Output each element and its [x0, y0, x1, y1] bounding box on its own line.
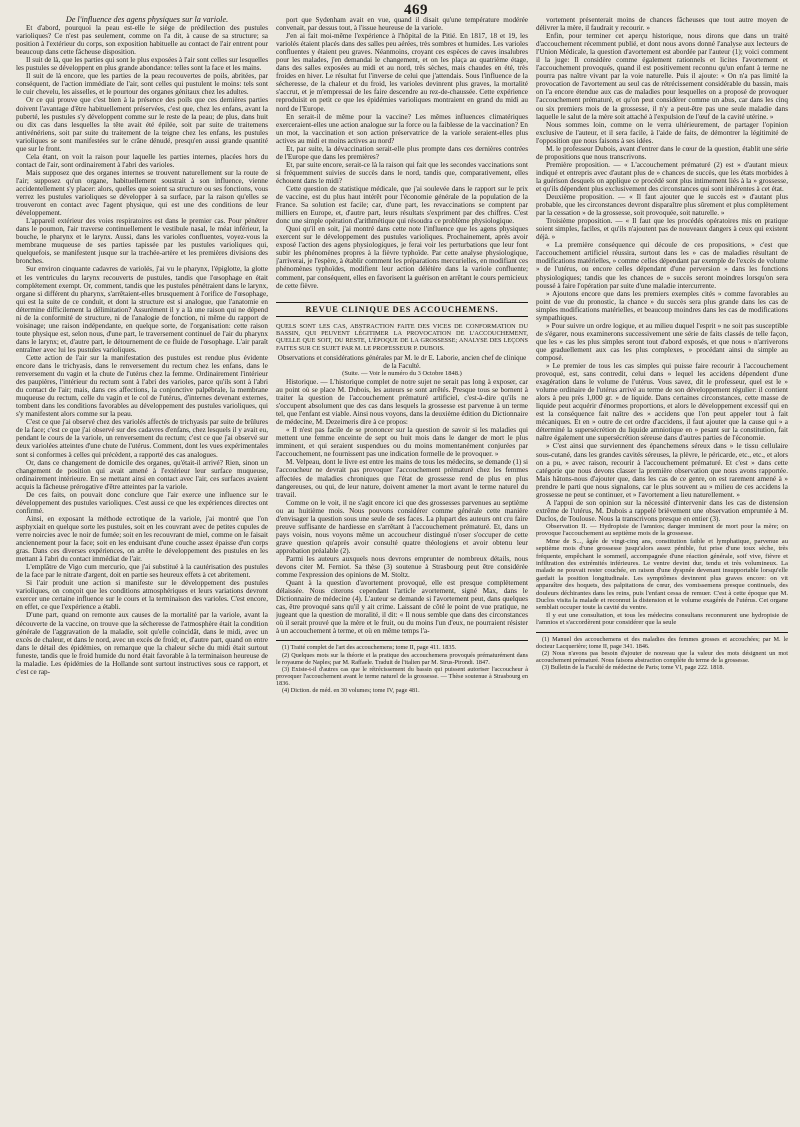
paragraph: Deuxième proposition. — « Il faut ajouter que le succès est » d'autant plus probable, que les circonstances devront disparaître plus sûrement et plus complètement par la cessation » de la grossesse, soit provoquée, soit naturelle. »	[536, 193, 788, 218]
footnote: (1) Manuel des accouchemens et des maladies des femmes grosses et accouchées; par M. le docteur Lacquerière; tome II, page 341. 1846.	[536, 635, 788, 650]
paragraph: Et d'abord, pourquoi la peau est-elle le siége de prédilection des pustules varioliques? Ce n'est pas seulement, comme on l'a dit, à cause de sa structure; sa position à l'extérieur du corps, son exposition habituelle au contact de l'air entrent pour beaucoup dans cette fâcheuse disposition.	[16, 24, 268, 57]
text-columns	[16, 16, 788, 1121]
section-heading-variole: De l'influence des agens physiques sur la variole.	[65, 16, 229, 24]
paragraph: Comme on le voit, il ne s'agit encore ici que des grossesses parvenues au septième ou au huitième mois. Nous pouvons considérer comme générale cette manière d'envisager la question sous une seule de ses faces. La plupart des auteurs ont cru faire preuve suffisante de hardiesse en s'arrêtant à l'accouchement prématuré. Et, dans un pays voisin, nous voyons même un accoucheur distingué n'oser s'occuper de cette grave question qu'après avoir consulté quatre théologiens et avoir obtenu leur approbation préalable (2).	[276, 498, 528, 555]
paragraph: Cela étant, on voit la raison pour laquelle les parties internes, placées hors du contact de l'air, sont ordinairement à l'abri des varioles.	[16, 152, 268, 169]
paragraph: » Pour suivre un ordre logique, et au milieu duquel l'esprit » ne soit pas susceptible de s'égarer, nous examinerons successivement une série de faits classés de telle façon, que les » cas les plus simples seront tout d'abord exposés, et que nous » n'arriverons que graduellement aux cas les plus complexes, » procédant ainsi du simple au composé.	[536, 321, 788, 362]
paragraph: De ces faits, on pouvait donc conclure que l'air exerce une influence sur le développement des pustules varioliques. C'est aussi ce que les expériences directes ont confirmé.	[16, 490, 268, 515]
paragraph: En serait-il de même pour la vaccine? Les mêmes influences climatériques exerceraient-elles une action analogue sur la force ou la faiblesse de la vaccination? En un mot, la vaccination et son action préservatrice de la variole seraient-elles plus actives au midi et moins actives au nord?	[276, 112, 528, 145]
paragraph: Première proposition. — « L'accouchement prématuré (2) est » d'autant mieux indiqué et entrepris avec d'autant plus de » chances de succès, que les états morbides à la guérison desquels on applique ce procédé sont plus intimement liés à la » grossesse, et qu'ils dépendent plus exclusivement des circonstances qui sont inhérentes à cet état.	[536, 160, 788, 193]
section-title-revue-clinique: REVUE CLINIQUE DES ACCOUCHEMENS.	[276, 302, 528, 317]
paragraph: Quant à la question d'avortement provoqué, elle est presque complètement délaissée. Nous citerons cependant l'article avortement, signé Max, dans le Dictionnaire de médecine (4). L'auteur se demande si l'avortement peut, dans quelques cas, être provoqué sans qu'il y ait crime. Laissant de côté le point de vue pratique, ne jugeant que la question de moralité, il dit: « Il nous semble que dans des circonstances où il serait prouvé que la mère et le fruit, ou du moins l'un d'eux, ne pourraient résister à un accouchement à terme, et où en même temps l'a-	[276, 579, 528, 636]
paragraph: » C'est ainsi que surviennent des épanchemens séreux dans » le tissu cellulaire sous-cutané, dans les grandes cavités séreuses, la plèvre, le péricarde, etc., etc., et alors on a pu, » avec raison, recourir à l'accouchement prématuré. Et c'est » dans cette catégorie que nous devons classer la première observation que nous avons rapportée. Mais hâtons-nous d'ajouter que, dans les cas de ce genre, on est rarement amené à » prendre le parti que nous signalons, car le plus souvent au » milieu de ces accidens la grossesse ne peut se continuer, et » l'avortement a lieu naturellement. »	[536, 442, 788, 499]
paragraph: port que Sydenham avait en vue, quand il disait qu'une température modérée convenait, par dessus tout, à l'issue heureuse de la variole.	[276, 16, 528, 33]
observation-title: Observation II. — Hydropisie de l'amnios; danger imminent de mort pour la mère; on provoque l'accouchement au septième mois de la grossesse.	[536, 522, 788, 538]
footnote: (4) Diction. de méd. en 30 volumes; tome IV, page 481.	[282, 687, 420, 695]
paragraph: » Le premier de tous les cas simples qui puisse faire recourir à l'accouchement provoqué, est, sans contredit, celui dans » lequel les accidens dépendent d'une exagération dans le volume de l'utérus. Vous savez, dit le professeur, quel est le » volume ordinaire de l'utérus arrivé au terme de son développement régulier: il contient alors à peu près 1,000 gr. » de liquide. Dans certaines circonstances, cette masse de liquide peut acquérir d'énormes proportions, et alors le développement excessif qui en est la conséquence fait naître des » accidens que l'on peut appeler tout à fait mécaniques. Et en » outre de cet ordre d'accidens, il faut ajouter que la cause qui » a déterminé la supersécrétion du liquide amniotique en » pesant sur la constitution, fait naître également une supersécrétion séreuse dans d'autres parties de l'économie.	[536, 362, 788, 443]
footnote: (3) Bulletin de la Faculté de médecine de Paris; tome VI, page 222. 1818.	[542, 664, 725, 672]
observation-text: Il y eut une consultation, et tous les médecins consultans reconnurent une hydropisie de l'amnios et s'accordèrent pour considérer que la seule	[536, 611, 788, 627]
paragraph: Mais supposez que des organes internes se trouvent naturellement sur la route de l'air; supposez qu'un organe, habituellement soustrait à son influence, vienne accidentellement s'y placer: alors, quelles que soient sa structure ou ses fonctions, vous verrez les pustules varioliques se développer à sa surface, par la raison qu'elles se trouveront en contact avec l'agent physique, qui est une des conditions de leur développement.	[16, 168, 268, 218]
paragraph: Cette question de statistique médicale, que j'ai soulevée dans le rapport sur le prix de vaccine, est du plus haut intérêt pour l'économie générale de la population de la France. Sa solution est facile; car, d'une part, les revaccinations se comptent par milliers en Europe, et, d'autre part, leurs résultats s'expriment par des chiffres. C'est donc une simple opération d'arithmétique qui résoudra ce problème physiologique.	[276, 184, 528, 226]
paragraph: Il suit de là encore, que les parties de la peau recouvertes de poils, abritées, par conséquent, de l'action immédiate de l'air, sont celles qui pustulent le moins: tels sont le cuir chevelu, les aisselles, et le pourtour des organes génitaux chez les adultes.	[16, 72, 268, 97]
paragraph: Troisième proposition. — « Il faut que les procédés opératoires mis en pratique soient simples, faciles, et qu'ils n'ajoutent pas de nouveaux dangers à ceux qui existent déjà. »	[536, 217, 788, 242]
footnote: (1) Traité complet de l'art des accouchemens; tome II, page 411. 1835.	[282, 644, 457, 652]
paragraph: « Il n'est pas facile de se prononcer sur la question de savoir si les maladies qui mettent une femme enceinte de sept ou huit mois dans le danger de mort le plus imminent, et qui seraient suspendues ou du moins momentanément conjurées par l'accouchement, ne fournissent pas une indication formelle de le provoquer. »	[276, 426, 528, 459]
paragraph: « La première conséquence qui découle de ces propositions, » c'est que l'accouchement artificiel réussira, surtout dans les » cas de maladies résultant de modifications matérielles, » comme celles dépendant par exemple de l'excès de volume » de l'utérus, ou encore celles dépendant d'une perversion » dans les fonctions physiologiques; tandis que les chances de » succès seront moindres lorsqu'on sera poussé à faire l'opération par suite d'une maladie intercurrente.	[536, 241, 788, 290]
paragraph: L'emplâtre de Vigo cum mercurio, que j'ai substitué à la cautérisation des pustules de la face par le nitrate d'argent, doit en partie ses heureux effets à cet abritement.	[16, 563, 268, 580]
paragraph: M. Velpeau, dont le livre est entre les mains de tous les médecins, se demande (1) si l'accoucheur ne devrait pas provoquer l'accouchement prématuré chez les femmes affectées de maladies chroniques que l'état de grossesse rend de plus en plus dangereuses, ou qui, de leur nature, doivent amener la mort avant le terme naturel du travail.	[276, 458, 528, 499]
paragraph: C'est ce que j'ai observé chez des variolés affectés de trichyasis par suite de brûlures de la face; c'est ce que j'ai observé sur des cadavres d'enfans, chez lesquels il y avait eu, pendant le cours de la variole, un renversement du rectum; c'est ce que j'ai observé sur deux variolées atteintes d'une chute de l'utérus. Comment, dont les vues expérimentales sont si conformes à celles qui précèdent, a rapporté des cas analogues.	[16, 418, 268, 459]
paragraph: Enfin, pour terminer cet aperçu historique, nous dirons que dans un traité d'accouchement récemment publié, et dont nous avons donné l'analyse aux lecteurs de l'Union Médicale, la question d'avortement est abordée par l'auteur (1); voici comment il la juge: Il considère comme également rationnels et licites l'avortement et l'accouchement provoqués, quand il est positivement reconnu qu'un enfant à terme ne pourra pas naître vivant par la voie naturelle. Puis il ajoute: « On n'a pas limité la provocation de l'avortement au seul cas de rétrécissement considérable du bassin, mais on l'a encore étendue aux cas de maladies pour lesquelles on a proposé de provoquer l'accouchement prématuré, et qu'on peut considérer comme un abus, car dans les cinq ou six premiers mois de la grossesse, il n'y a peut-être pas une seule maladie dans laquelle le salut de la mère soit attaché à l'expulsion de l'œuf de la cavité utérine. »	[536, 32, 788, 121]
column-2	[276, 16, 528, 1121]
paragraph: Nous sommes loin, comme on le verra ultérieurement, de partager l'opinion exclusive de l'auteur, et il sera facile, à l'aide de faits, de démontrer la légitimité de l'opposition que nous faisons à ses idées.	[536, 120, 788, 145]
paragraph: D'une part, quand on remonte aux causes de la mortalité par la variole, avant la découverte de la vaccine, on trouve que la sécheresse de l'atmosphère était la condition générale de l'aggravation de la maladie, soit qu'elle coïncidât, dans le midi, avec un excès de chaleur, et dans le nord, avec un excès de froid; et, d'autre part, quand on entre dans le détail des épidémies, on remarque que la chaleur sèche du midi était surtout funeste, tandis que le froid humide du nord était favorable à la terminaison heureuse de la maladie. Les épidémies de la Hollande sont surtout instructives sous ce rapport, et c'est ce rap-	[16, 611, 268, 676]
paragraph: Cette action de l'air sur la manifestation des pustules est rendue plus évidente encore dans le trichyasis, dans le renversement du rectum chez les enfans, dans le renversement du vagin et la chute de l'utérus chez la femme. Ordinairement l'intérieur des paupières, l'intérieur du rectum sont à l'abri des varioles, parce qu'ils sont à l'abri du contact de l'air; mais, dans ces affections, la conjonctive palpébrale, la membrane muqueuse du rectum, celle du vagin et le col de l'utérus, d'internes devenant externes, tombent dans les conditions favorables au développement des pustules varioliques, qui s'y manifestent alors comme sur la peau.	[16, 353, 268, 419]
paragraph: Or, dans ce changement de domicile des organes, qu'était-il arrivé? Rien, sinon un changement de position qui avait amené à l'extérieur leur surface muqueuse, ordinairement intérieure. En se mettant ainsi en contact avec l'air, ces surfaces avaient acquis la fâcheuse prérogative d'être atteintes par la variole.	[16, 458, 268, 491]
column-3	[536, 16, 788, 1121]
observation-text: Mme de S..., âgée de vingt-cinq ans, constitution faible et lymphatique, parvenue au septième mois d'une grossesse jusqu'alors assez pénible, fut prise d'une toux sèche, très fréquente, empêchant le sommeil, accompagnée d'une réaction générale, soif vive, fièvre et infiltration des extrémités inférieures. Le ventre devint dur, tendu et très volumineux. La malade ne pouvait rester couchée, en raison d'une dyspnée devenant insupportable lorsqu'elle gardait la position longitudinale. Les symptômes devinrent plus graves encore: on vit apparaître des hoquets, des palpitations de cœur, des vomissemens presque continuels, des douleurs déchirantes dans les reins, puis l'enfant cessa de remuer. C'est à cette époque que M. Duclos visita la malade et reconnut la distension et le volume exagérés de l'utérus. Cet organe semblait occuper toute la cavité du ventre.	[536, 537, 788, 612]
footnotes-column-2	[276, 640, 528, 694]
paragraph: Et, par suite, la dévaccination serait-elle plus prompte dans ces dernières contrées de l'Europe que dans les premières?	[276, 144, 528, 161]
continuation-note: (Suite. — Voir le numéro du 3 Octobre 1848.)	[342, 369, 462, 377]
paragraph: Il suit de là, que les parties qui sont le plus exposées à l'air sont celles sur lesquelles les pustules se développent en plus grande abondance: telles sont la face et les mains.	[16, 56, 268, 73]
paragraph: L'appareil extérieur des voies respiratoires est dans le premier cas. Pour pénétrer dans le poumon, l'air traverse continuellement le vestibule nasal, le méat inférieur, la bouche, le pharynx et le larynx. Aussi, dans les varioles confluentes, voyez-vous la membrane muqueuse de ses parties tapissée par les pustules varioliques qui, quelquefois, se manifestent jusque sur la trachée-artère et les premières divisions des bronches.	[16, 217, 268, 266]
paragraph: Sur environ cinquante cadavres de variolés, j'ai vu le pharynx, l'épiglotte, la glotte et les ventricules du larynx recouverts de pustules, tandis que l'œsophage en était complétement exempt. Or, comment, tandis que les pustules pénétraient dans le larynx, organe si différent du pharynx, s'arrêtaient-elles brusquement à l'orifice de l'œsophage, qui est la suite de ce conduit, et dont la structure est si analogue, que l'anatomie en détermine difficilement la délimitation? Assurément il y a là une raison qui ne dépend ni de la conformité de structure, ni de l'analogie de fonction, ni même du rapport de voisinage; une raison indépendante, en quelque sorte, de l'organisation: cette raison toute physique est, selon nous, d'une part, le traversement continuel de l'air du pharynx dans le larynx; et, d'autre part, le détournement de ce fluide de l'œsophage. L'air paraît entraîner avec lui les pustules varioliques.	[16, 265, 268, 354]
page-number: 469	[404, 2, 428, 18]
footnote: (3) Existe-t-il d'autres cas que le rétrécissement du bassin qui puissent autoriser l'accoucheur à provoquer l'accouchement avant le terme naturel de la grossesse. — Thèse soutenue à Strasbourg en 1836.	[276, 665, 528, 687]
paragraph: J'en ai fait moi-même l'expérience à l'hôpital de la Pitié. En 1817, 18 et 19, les variolés étaient placés dans des salles peu aérées, très sombres et humides. Les varioles confluentes y étaient peu graves. Néanmoins, croyant ces espèces de caves insalubres pour les malades, j'en demandai le changement, et on les plaça au quatrième étage, dans des salles exposées au midi et au nord, très sèches, mais chaudes en été, très froides en hiver. Le résultat fut l'inverse de celui que j'attendais. Sous l'influence de la sécheresse, de la chaleur et du froid, les varioles devinrent plus graves, la mortalité s'accrut, et je m'empressai de les faire descendre au rez-de-chaussée. Cette expérience reproduisit en petit ce que les épidémies varioliques montraient en grand du midi au nord de l'Europe.	[276, 32, 528, 113]
column-1	[16, 16, 268, 1121]
paragraph: M. le professeur Dubois, avant d'entrer dans le cœur de la question, établit une série de propositions que nous transcrivons.	[536, 144, 788, 161]
paragraph: Ainsi, en exposant la méthode ectrotique de la variole, j'ai montré que l'on asphyxiait en quelque sorte les pustules, soit en les couvrant avec de petites cupules de verre noircies avec le noir de fumée; soit en les recouvrant de miel, comme on le faisait anciennement pour la face; soit en les enduisant d'une couche assez épaisse d'un corps gras. Dans ces diverses expériences, on arrête le développement des pustules en les mettant à l'abri du contact immédiat de l'air.	[16, 514, 268, 564]
paragraph: Parmi les auteurs auxquels nous devrons emprunter de nombreux détails, nous devons citer M. Ferniot. Sa thèse (3) soutenue à Strasbourg peut être considérée comme l'expression des opinions de M. Stoltz.	[276, 555, 528, 580]
footnote: (2) Nous n'avons pas besoin d'ajouter de nouveau que la valeur des mots désignent un mot accouchement prématuré. Nous faisons abstraction complète du terme de la grossesse.	[536, 649, 788, 664]
article-summary: QUELS SONT LES CAS, ABSTRACTION FAITE DES VICES DE CONFORMATION DU BASSIN, QUI PEUVENT LÉGITIMER LA PROVOCATION DE L'ACCOUCHEMENT, QUELLE QUE SOIT, DU RESTE, L'ÉPOQUE DE LA GROSSESSE; ANALYSE DES LEÇONS FAITES SUR CE SUJET PAR M. LE PROFESSEUR P. DUBOIS.	[276, 322, 528, 352]
paragraph: Quoi qu'il en soit, j'ai montré dans cette note l'influence que les agens physiques exercent sur le développement des pustules varioliques. Prochainement, après avoir exposé l'action des agens physiologiques, je ferai voir les perturbations que leur font subir les phénomènes propres à la fièvre typhoïde. Par cette analyse physiologique, j'arriverai, je l'espère, à établir comment les préparations mercurielles, en modifiant ces phénomènes typhoïdes, modifient leur action délétère dans la variole confluente; comment, par conséquent, elles en favorisent la guérison en arrêtant le cours pernicieux de cette fièvre.	[276, 225, 528, 290]
paragraph: vortement présenterait moins de chances fâcheuses que tout autre moyen de délivrer la mère, il faudrait y recourir. »	[536, 16, 788, 33]
footnote: (2) Quelques mots sur la théorie et la pratique des accouchemens provoqués prématurément dans le royaume de Naples; par M. Raffaele. Traduit de l'italien par M. Sirus-Pirondi. 1847.	[276, 651, 528, 666]
footnotes-column-3	[536, 632, 788, 671]
paragraph: Et, par suite encore, serait-ce là la raison qui fait que les secondes vaccinations sont si fréquemment suivies de succès dans le nord, tandis que, comparativement, elles échouent dans le midi?	[276, 160, 528, 185]
article-byline: Observations et considérations générales par M. le dr E. Laborie, ancien chef de clinique de la Faculté.	[277, 353, 527, 370]
paragraph: Or ce qui prouve que c'est bien à la présence des poils que ces dernières parties doivent l'avantage d'être habituellement préservées, c'est que, chez les enfans, avant la puberté, les pustules s'y développent comme sur le reste de la peau; de plus, dans huit ou dix cas dans lesquelles la tête avait été épilée, soit par suite de traitemens antivénériens, soit par suite du traitement de la teigne chez les enfans, les pustules varioliques se sont manifestées sur le crâne dénudé, presqu'en aussi grande quantité que sur le front.	[16, 96, 268, 153]
paragraph: Si l'air produit une action si manifeste sur le développement des pustules varioliques, on conçoit que les conditions atmosphériques et leurs variations devront exercer une certaine influence sur le cours et la terminaison des varioles. C'est encore, en effet, ce que l'expérience a établi.	[16, 579, 268, 612]
paragraph: » Ajoutons encore que dans les premiers exemples cités » comme favorables au point de vue du pronostic, la chance » du succès sera plus grande dans les cas de simples modifications matérielles, et beaucoup moindres dans les cas de modifications sympathiques.	[536, 289, 788, 322]
paragraph: A l'appui de son opinion sur la nécessité d'intervenir dans les cas de distension extrême de l'utérus, M. Dubois a rappelé brièvement une observation empruntée à M. Duclos, de Toulouse. Nous la transcrivons presque en entier (3).	[536, 498, 788, 523]
paragraph: Historique. — L'historique complet de notre sujet ne serait pas long à exposer, car au point où se place M. Dubois, les auteurs se sont arrêtés. Presque tous se bornent à traiter la question de l'accouchement prématuré artificiel, c'est-à-dire qu'ils ne s'occupent absolument que des cas dans lesquels la grossesse est parvenue à un terme tel, que l'enfant est viable. Ainsi nous voyons, dans la deuxième édition du Dictionnaire de médecine, M. Dezeimeris dire à ce propos:	[276, 377, 528, 427]
